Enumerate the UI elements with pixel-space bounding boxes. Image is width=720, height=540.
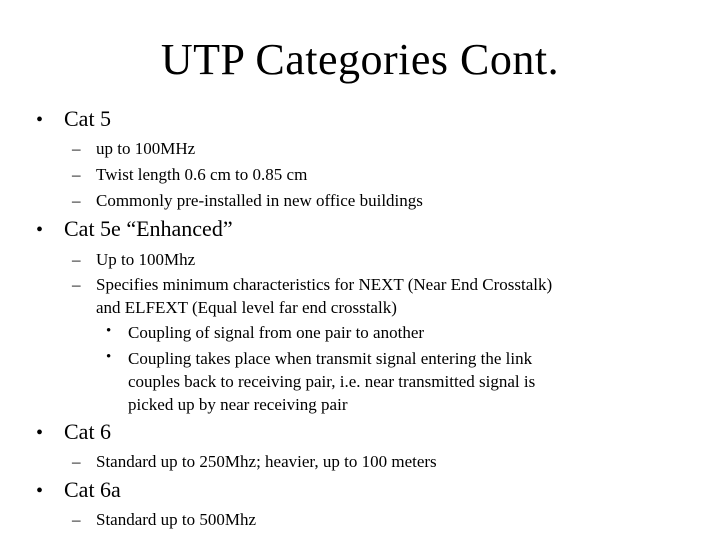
- bullet-marker: •: [106, 349, 112, 365]
- dash-marker: –: [72, 191, 81, 210]
- cat5e-subitem-coupling-link: Coupling takes place when transmit signal entering the link: [128, 349, 533, 368]
- bullet-marker: •: [36, 422, 44, 444]
- cat6-item-standard: Standard up to 250Mhz; heavier, up to 100 meters: [96, 452, 437, 471]
- bullet-marker: •: [36, 109, 44, 131]
- dash-marker: –: [72, 510, 81, 529]
- cat5e-item-next-continued: and ELFEXT (Equal level far end crosstalk): [96, 298, 397, 317]
- dash-marker: –: [72, 139, 81, 158]
- dash-marker: –: [72, 452, 81, 471]
- heading-cat-6a: Cat 6a: [64, 477, 121, 502]
- cat6a-item-standard: Standard up to 500Mhz: [96, 510, 257, 529]
- bullet-marker: •: [36, 480, 44, 502]
- slide-title: UTP Categories Cont.: [160, 35, 560, 84]
- cat5e-item-bandwidth: Up to 100Mhz: [96, 250, 196, 269]
- bullet-marker: •: [36, 219, 44, 241]
- cat5e-item-next: Specifies minimum characteristics for NEXT (Near End Crosstalk): [96, 275, 553, 294]
- dash-marker: –: [72, 275, 81, 294]
- cat5-item-twist: Twist length 0.6 cm to 0.85 cm: [96, 165, 308, 184]
- cat5-item-installed: Commonly pre-installed in new office buildings: [96, 191, 423, 210]
- heading-cat-5: Cat 5: [64, 106, 112, 131]
- dash-marker: –: [72, 250, 81, 269]
- bullet-marker: •: [106, 323, 112, 339]
- cat5-item-bandwidth: up to 100MHz: [96, 139, 196, 158]
- cat5e-subitem-coupling-link-continued: couples back to receiving pair, i.e. near transmitted signal is: [128, 372, 536, 391]
- heading-cat-5e: Cat 5e “Enhanced”: [64, 216, 233, 241]
- heading-cat-6: Cat 6: [64, 419, 112, 444]
- cat5e-subitem-coupling: Coupling of signal from one pair to another: [128, 323, 425, 342]
- dash-marker: –: [72, 165, 81, 184]
- cat5e-subitem-coupling-link-end: picked up by near receiving pair: [128, 395, 348, 414]
